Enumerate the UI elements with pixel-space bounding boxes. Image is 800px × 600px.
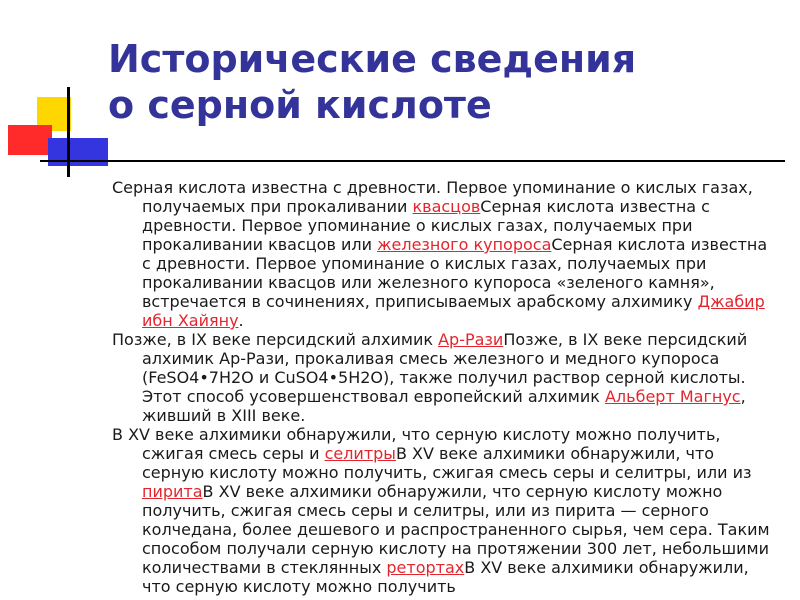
hyperlink[interactable]: селитры (324, 444, 396, 463)
paragraph-text: Позже, в IX веке персидский алхимик Ар-Рази, прокаливая смесь железного и медного купороса (FeSO4•7H2O и CuSO4•5H2O), также получил раствор серной кислоты. Этот способ усовершенствовал европейский алхимик (142, 330, 748, 406)
paragraph-text: В XV веке алхимики обнаружили, что серную кислоту можно получить, сжигая смесь серы и селитры, или из (142, 444, 752, 482)
decor-red-square (8, 125, 52, 155)
paragraph (112, 178, 772, 330)
hyperlink[interactable]: ретортах (386, 558, 465, 577)
hyperlink[interactable]: пирита (142, 482, 203, 501)
paragraph (112, 330, 772, 425)
hyperlink[interactable]: Ар-Рази (438, 330, 504, 349)
paragraph-text: Серная кислота известна с древности. Первое упоминание о кислых газах, получаемых при прокаливании (112, 178, 753, 216)
decor-vertical-line (67, 87, 70, 177)
title-line-1: Исторические сведения (108, 37, 637, 81)
hyperlink[interactable]: Альберт Магнус (604, 387, 741, 406)
slide-body (112, 178, 772, 596)
title-line-2: о серной кислоте (108, 83, 492, 127)
hyperlink[interactable]: квасцов (412, 197, 481, 216)
paragraph-text: . (238, 311, 244, 330)
paragraph-text: В XV веке алхимики обнаружили, что серную кислоту можно получить, сжигая смесь серы и селитры, или из пирита — серного колчедана, более дешевого и распространенного сырья, чем сера. Таким способом получали серную кислоту на протяжении 300 лет, небольшими количествами в стеклянных (142, 482, 770, 577)
paragraph-text: , живший в XIII веке. (142, 387, 746, 425)
paragraph-text: Серная кислота известна с древности. Первое упоминание о кислых газах, получаемых при прокаливании квасцов или (142, 197, 710, 254)
paragraph-text: Позже, в IX веке персидский алхимик (112, 330, 439, 349)
paragraph-text: Серная кислота известна с древности. Первое упоминание о кислых газах, получаемых при прокаливании квасцов или железного купороса «зеленого камня», встречается в сочинениях, приписываемых арабскому алхимику (142, 235, 768, 311)
slide-title (108, 36, 636, 128)
hyperlink[interactable]: Джабир ибн Хайяну (142, 292, 765, 330)
hyperlink[interactable]: железного купороса (377, 235, 552, 254)
paragraph-text: В XV веке алхимики обнаружили, что серную кислоту можно получить (142, 558, 749, 596)
paragraph (112, 425, 772, 596)
title-divider-line (40, 160, 785, 162)
paragraph-text: В XV веке алхимики обнаружили, что серную кислоту можно получить, сжигая смесь серы и (112, 425, 721, 463)
